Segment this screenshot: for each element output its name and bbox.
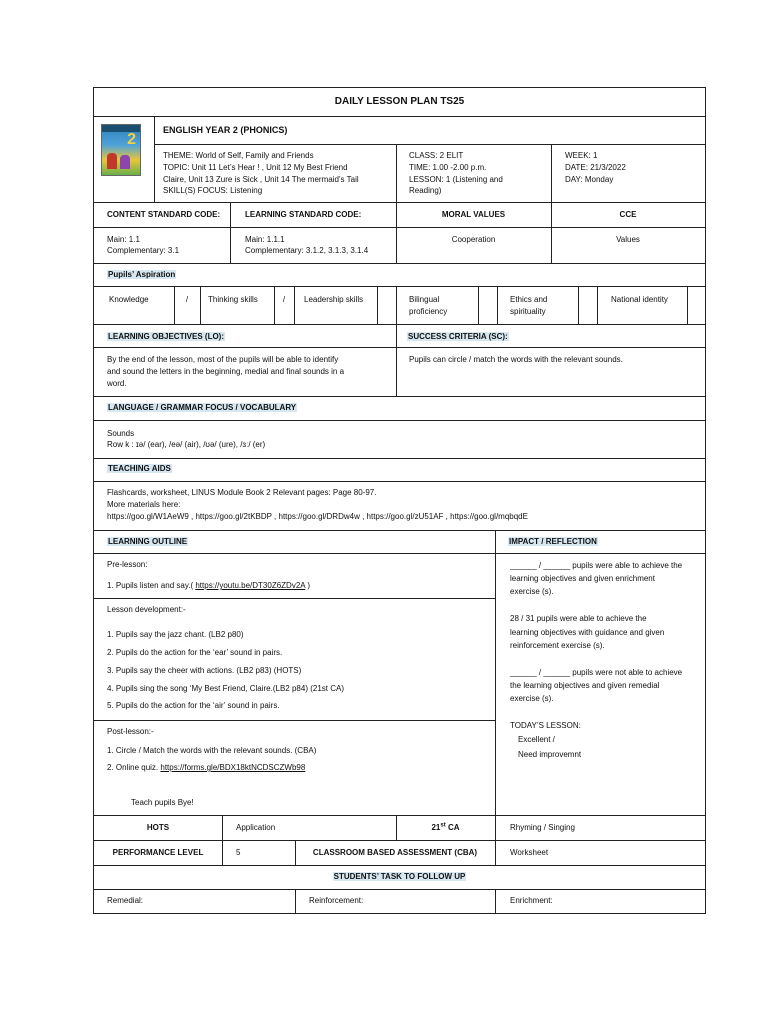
thinking-mark: /	[282, 295, 286, 304]
impact-p2-cont: learning objectives with guidance and given	[510, 628, 665, 637]
reinforcement-label: Reinforcement:	[309, 896, 364, 905]
lo-label: LEARNING OBJECTIVES (LO):	[108, 332, 225, 341]
aspiration-bilingual: Bilingual	[409, 295, 440, 304]
pre-lesson-link[interactable]: https://youtu.be/DT30Z6ZDv2A	[195, 581, 306, 590]
lo-text-cont: and sound the letters in the beginning, medial and final sounds in a	[107, 367, 345, 376]
dev-step-2: 2. Pupils do the action for the ‘ear’ sound in pairs.	[107, 648, 283, 657]
impact-p1: ______ / ______ pupils were able to achieve the	[510, 561, 683, 570]
aspiration-national: National identity	[611, 295, 668, 304]
teach-bye-text: Teach pupils Bye!	[131, 798, 194, 807]
materials-links[interactable]: https://goo.gl/W1AeW9 , https://goo.gl/2tKBDP , https://goo.gl/DRDw4w , https://goo.gl/zU51AF , https://goo.gl/mqbqdE	[107, 512, 528, 521]
learning-complementary: Complementary: 3.1.2, 3.1.3, 3.1.4	[245, 246, 369, 255]
dev-step-1: 1. Pupils say the jazz chant. (LB2 p80)	[107, 630, 244, 639]
sc-text: Pupils can circle / match the words with the relevant sounds.	[409, 355, 623, 364]
content-standard-header: CONTENT STANDARD CODE:	[107, 210, 221, 219]
learning-main: Main: 1.1.1	[245, 235, 285, 244]
dev-step-3: 3. Pupils say the cheer with actions. (LB2 p83) (HOTS)	[107, 666, 302, 675]
moral-value: Cooperation	[451, 235, 496, 244]
impact-p2: 28 / 31 pupils were able to achieve the	[510, 614, 647, 623]
post-step-2	[107, 762, 305, 774]
online-quiz-link[interactable]: https://forms.gle/BDX18ktNCDSCZWb98	[160, 763, 306, 772]
cce-value: Values	[616, 235, 640, 244]
impact-p1-cont: learning objectives and given enrichment	[510, 574, 655, 583]
impact-label: IMPACT / REFLECTION	[509, 537, 597, 546]
moral-values-header: MORAL VALUES	[441, 210, 506, 219]
remedial-label: Remedial:	[107, 896, 144, 905]
pre-lesson-text-end: )	[305, 581, 311, 590]
lo-text: By the end of the lesson, most of the pupils will be able to identify	[107, 355, 339, 364]
topic-text: TOPIC: Unit 11 Let’s Hear ! , Unit 12 My Best Friend	[163, 163, 348, 172]
learning-standard-header: LEARNING STANDARD CODE:	[245, 210, 362, 219]
performance-level-label: PERFORMANCE LEVEL	[112, 848, 204, 857]
more-materials-text: More materials here:	[107, 500, 181, 509]
post-lesson-label: Post-lesson:-	[107, 727, 154, 736]
dev-step-5: 5. Pupils do the action for the ‘air’ sound in pairs.	[107, 701, 280, 710]
teaching-aids-label: TEACHING AIDS	[108, 464, 171, 473]
skill-focus-text: SKILL(S) FOCUS: Listening	[163, 186, 263, 195]
language-row: Row k : ɪə/ (ear), /eə/ (air), /ʊə/ (ure), /ɜː/ (er)	[107, 440, 266, 449]
ca-label	[396, 822, 495, 834]
knowledge-mark: /	[185, 295, 189, 304]
impact-p3-end: exercise (s).	[510, 694, 554, 703]
impact-p3-cont: the learning objectives and given remedial	[510, 681, 660, 690]
hots-value: Application	[236, 823, 276, 832]
lo-text-end: word.	[107, 379, 127, 388]
aspiration-label: Pupils’ Aspiration	[108, 270, 176, 279]
impact-p1-end: exercise (s).	[510, 587, 554, 596]
cba-label: CLASSROOM BASED ASSESSMENT (CBA)	[312, 848, 478, 857]
topic-text-cont: Claire, Unit 13 Zure is Sick , Unit 14 The mermaid’s Tail	[163, 175, 359, 184]
cba-value: Worksheet	[510, 848, 549, 857]
sc-label: SUCCESS CRITERIA (SC):	[408, 332, 508, 341]
aspiration-ethics-cont: spirituality	[510, 307, 546, 316]
ca-label-suffix: CA	[445, 823, 460, 832]
ca-label-num: 21	[431, 823, 441, 832]
aspiration-knowledge: Knowledge	[109, 295, 149, 304]
language-sounds: Sounds	[107, 429, 135, 438]
language-label: LANGUAGE / GRAMMAR FOCUS / VOCABULARY	[108, 403, 297, 412]
textbook-cover-image: 2	[101, 124, 141, 176]
page-title: DAILY LESSON PLAN TS25	[334, 96, 465, 107]
theme-text: THEME: World of Self, Family and Friends	[163, 151, 314, 160]
time-text: TIME: 1.00 -2.00 p.m.	[409, 163, 487, 172]
class-text: CLASS: 2 ELIT	[409, 151, 464, 160]
date-text: DATE: 21/3/2022	[565, 163, 626, 172]
impact-p2-end: reinforcement exercise (s).	[510, 641, 605, 650]
hots-label: HOTS	[146, 823, 170, 832]
pre-lesson-label: Pre-lesson:	[107, 560, 148, 569]
ca-value: Rhyming / Singing	[510, 823, 575, 832]
performance-level-value: 5	[236, 848, 241, 857]
learning-outline-label: LEARNING OUTLINE	[108, 537, 188, 546]
content-complementary: Complementary: 3.1	[107, 246, 180, 255]
post-step-1: 1. Circle / Match the words with the relevant sounds. (CBA)	[107, 746, 317, 755]
day-text: DAY: Monday	[565, 175, 614, 184]
cce-header: CCE	[619, 210, 637, 219]
lesson-plan-table	[93, 87, 706, 914]
lesson-dev-label: Lesson development:-	[107, 605, 186, 614]
students-task-label: STUDENTS’ TASK TO FOLLOW UP	[333, 872, 466, 881]
post-step-2-text: 2. Online quiz.	[107, 763, 161, 772]
pre-lesson-text: 1. Pupils listen and say.(	[107, 581, 196, 590]
excellent-text: Excellent /	[518, 735, 555, 744]
aspiration-leadership: Leadership skills	[304, 295, 364, 304]
ca-label-sup: st	[440, 822, 446, 829]
impact-p3: ______ / ______ pupils were not able to achieve	[510, 668, 683, 677]
enrichment-label: Enrichment:	[510, 896, 553, 905]
teaching-aids-text: Flashcards, worksheet, LINUS Module Book 2 Relevant pages: Page 80-97.	[107, 488, 377, 497]
week-text: WEEK: 1	[565, 151, 598, 160]
aspiration-thinking: Thinking skills	[208, 295, 258, 304]
todays-lesson-label: TODAY’S LESSON:	[510, 721, 581, 730]
subject-title: ENGLISH YEAR 2 (PHONICS)	[163, 125, 288, 135]
lesson-text: LESSON: 1 (Listening and	[409, 175, 503, 184]
need-improvement-text: Need improvemnt	[518, 750, 582, 759]
dev-step-4: 4. Pupils sing the song ‘My Best Friend, Claire.(LB2 p84) (21st CA)	[107, 684, 344, 693]
pre-lesson-step	[107, 580, 310, 592]
aspiration-ethics: Ethics and	[510, 295, 548, 304]
lesson-text-cont: Reading)	[409, 186, 442, 195]
aspiration-bilingual-cont: proficiency	[409, 307, 448, 316]
content-main: Main: 1.1	[107, 235, 140, 244]
